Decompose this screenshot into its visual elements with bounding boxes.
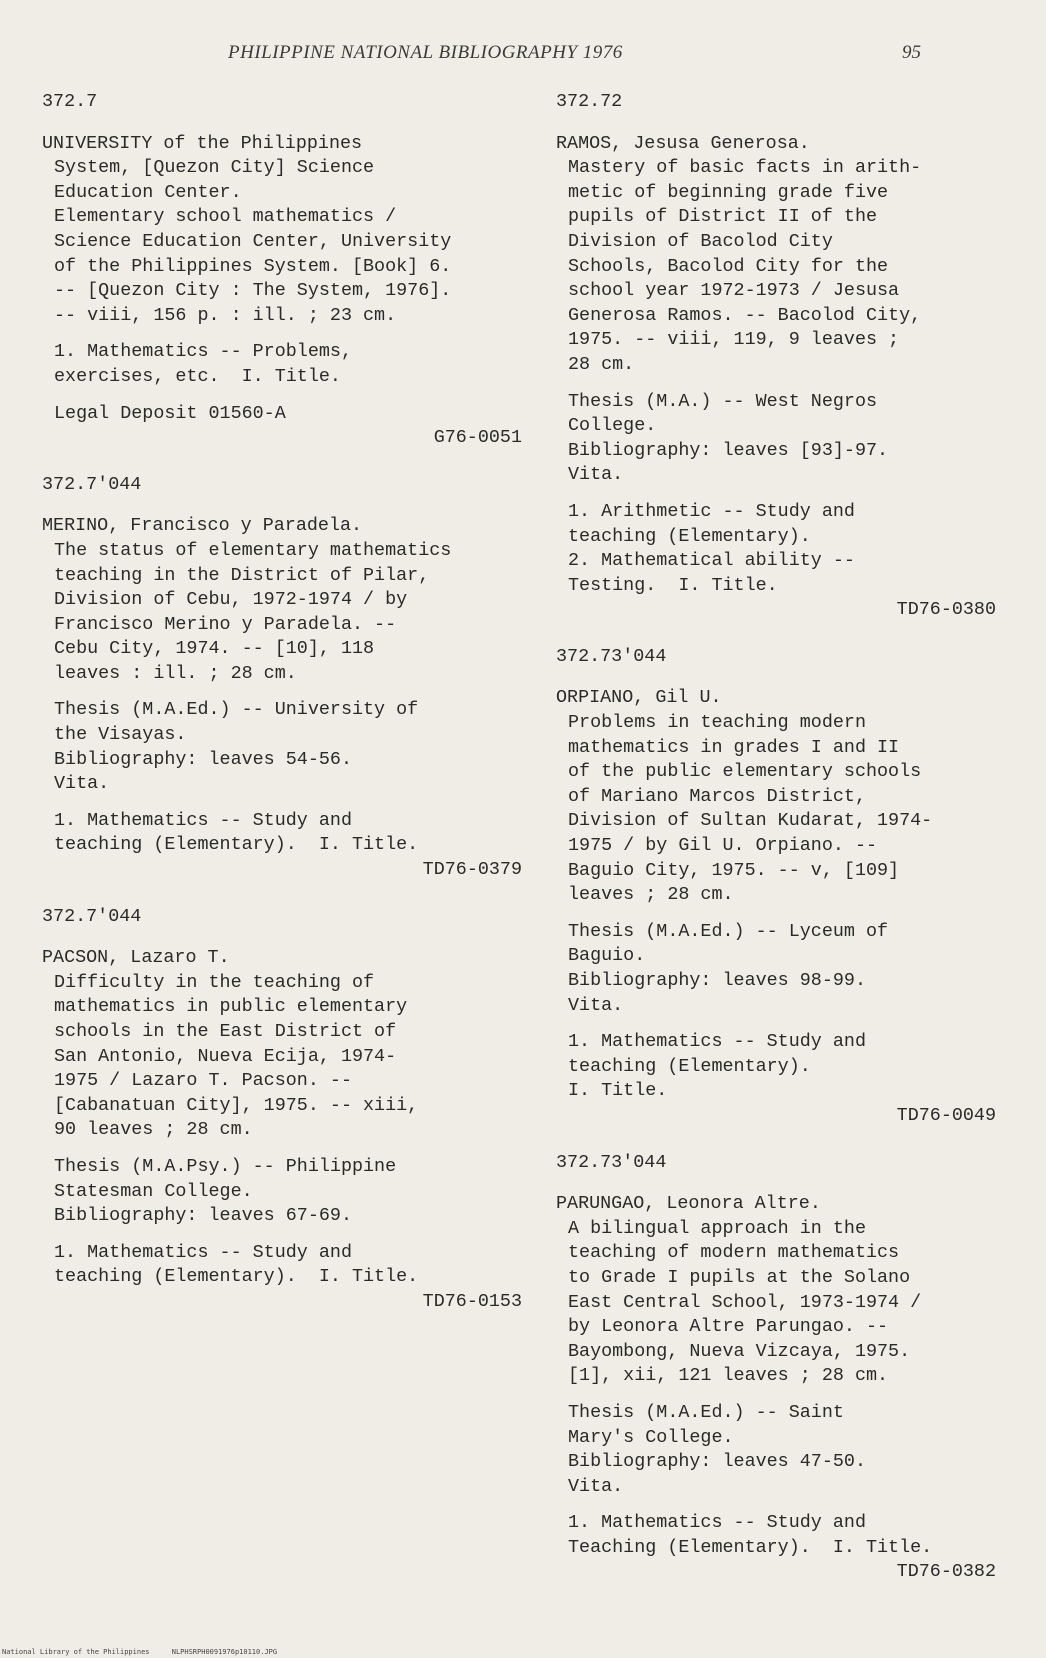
description-line: pupils of District II of the [568, 206, 878, 228]
note-line: Testing. I. Title. [568, 574, 778, 596]
entry-heading: ORPIANO, Gil U. [556, 687, 722, 709]
note-line: College. [568, 415, 657, 437]
description-line: San Antonio, Nueva Ecija, 1974- [54, 1045, 397, 1067]
bib-entry [556, 645, 996, 1129]
bib-entry [42, 905, 522, 1315]
running-title: PHILIPPINE NATIONAL BIBLIOGRAPHY 1976 [228, 42, 623, 63]
bib-entry [556, 1151, 996, 1586]
class-number: 372.73'044 [556, 645, 667, 667]
class-number: 372.73'044 [556, 1151, 667, 1173]
description-line: mathematics in public elementary [54, 996, 408, 1018]
description-line: [1], xii, 121 leaves ; 28 cm. [568, 1365, 889, 1387]
description-line: Elementary school mathematics / [54, 206, 397, 228]
description-line: to Grade I pupils at the Solano [568, 1266, 911, 1288]
spacer [568, 378, 996, 390]
note-line: Thesis (M.A.Ed.) -- University of [54, 699, 419, 721]
note-line: Bibliography: leaves 98-99. [568, 970, 866, 991]
note-line: Vita. [568, 994, 624, 1016]
note-line: Bibliography: leaves 47-50. [568, 1451, 866, 1473]
description-line: leaves : ill. ; 28 cm. [54, 662, 297, 684]
spacer [568, 1499, 996, 1511]
accession-number: TD76-0153 [422, 1290, 522, 1312]
bib-entry [42, 90, 522, 451]
description-line: Problems in teaching modern [568, 712, 866, 734]
spacer [568, 1018, 996, 1030]
description-line: teaching in the District of Pilar, [54, 564, 430, 586]
note-line: Bibliography: leaves [93]-97. [568, 439, 889, 461]
scan-footer [0, 1646, 1046, 1658]
description-line: The status of elementary mathematics [54, 539, 452, 561]
entry-separator [42, 883, 522, 905]
entry-separator [42, 451, 522, 473]
description-line: leaves ; 28 cm. [568, 884, 734, 906]
page-header [0, 42, 1046, 72]
entry-body [556, 686, 996, 1104]
note-line: 2. Mathematical ability -- [568, 550, 855, 572]
description-line: Division of Cebu, 1972-1974 / by [54, 589, 408, 611]
description-line: by Leonora Altre Parungao. -- [568, 1316, 889, 1338]
note-line: 1. Mathematics -- Study and [54, 1241, 352, 1263]
description-line: of the Philippines System. [Book] 6. [54, 255, 452, 277]
note-line: 1. Mathematics -- Study and [568, 1031, 866, 1053]
description-line: Science Education Center, University [54, 230, 452, 252]
description-line: schools in the East District of [54, 1021, 397, 1042]
note-line: Thesis (M.A.Ed.) -- Saint [568, 1401, 844, 1423]
note-line: 1. Arithmetic -- Study and [568, 500, 855, 522]
note-line: teaching (Elementary). I. Title. [54, 834, 419, 856]
description-line: 1975 / Lazaro T. Pacson. -- [54, 1070, 352, 1092]
note-line: the Visayas. [54, 724, 187, 746]
description-line: Bayombong, Nueva Vizcaya, 1975. [568, 1340, 911, 1362]
note-line: Mary's College. [568, 1426, 734, 1448]
accession-number: TD76-0382 [896, 1561, 996, 1583]
entry-body [556, 132, 996, 599]
accession-number: TD76-0049 [896, 1104, 996, 1126]
spacer [54, 1229, 522, 1241]
note-line: 1. Mathematics -- Study and [54, 809, 352, 831]
note-line: 1. Mathematics -- Study and [568, 1512, 866, 1534]
entry-heading: PACSON, Lazaro T. [42, 947, 230, 969]
note-line: Thesis (M.A.) -- West Negros [568, 390, 878, 412]
spacer [54, 328, 522, 340]
note-line: exercises, etc. I. Title. [54, 365, 341, 387]
spacer [54, 1143, 522, 1155]
entry-heading: RAMOS, Jesusa Generosa. [556, 132, 810, 154]
note-line: teaching (Elementary). [568, 525, 811, 547]
description-line: Division of Sultan Kudarat, 1974- [568, 810, 933, 832]
spacer [54, 390, 522, 402]
footer-source: National Library of the Philippines [2, 1648, 150, 1656]
note-line: teaching (Elementary). [568, 1055, 811, 1077]
description-line: -- [Quezon City : The System, 1976]. [54, 280, 452, 302]
note-line: Bibliography: leaves 54-56. [54, 748, 352, 770]
entry-separator [556, 623, 996, 645]
description-line: East Central School, 1973-1974 / [568, 1291, 922, 1313]
entry-body [42, 946, 522, 1290]
description-line: 1975 / by Gil U. Orpiano. -- [568, 835, 878, 857]
accession-number: TD76-0380 [896, 599, 996, 621]
description-line: school year 1972-1973 / Jesusa [568, 280, 900, 302]
left-column [42, 90, 522, 1315]
description-line: Baguio City, 1975. -- v, [109] [568, 859, 900, 881]
note-line: Bibliography: leaves 67-69. [54, 1205, 352, 1227]
note-line: Vita. [568, 1475, 624, 1497]
spacer [568, 488, 996, 500]
description-line: mathematics in grades I and II [568, 736, 900, 758]
entry-heading: MERINO, Francisco y Paradela. [42, 515, 363, 537]
note-line: Thesis (M.A.Psy.) -- Philippine [54, 1155, 397, 1177]
spacer [54, 797, 522, 809]
spacer [568, 908, 996, 920]
description-line: metic of beginning grade five [568, 181, 889, 203]
description-line: Education Center. [54, 181, 242, 203]
description-line: Difficulty in the teaching of [54, 971, 375, 993]
description-line: [Cabanatuan City], 1975. -- xiii, [54, 1094, 419, 1116]
note-line: Teaching (Elementary). I. Title. [568, 1536, 933, 1558]
description-line: of Mariano Marcos District, [568, 785, 866, 807]
note-line: Baguio. [568, 945, 646, 967]
class-number: 372.7 [42, 91, 98, 112]
description-line: Cebu City, 1974. -- [10], 118 [54, 638, 375, 660]
description-line: 90 leaves ; 28 cm. [54, 1119, 253, 1141]
accession-number: TD76-0379 [422, 859, 522, 881]
entry-heading: UNIVERSITY of the Philippines [42, 132, 363, 154]
bib-entry [42, 473, 522, 883]
note-line: teaching (Elementary). I. Title. [54, 1266, 419, 1288]
entry-body [42, 514, 522, 858]
note-line: Legal Deposit 01560-A [54, 402, 286, 424]
class-number: 372.7'044 [42, 473, 142, 495]
note-line: Statesman College. [54, 1180, 253, 1202]
spacer [54, 686, 522, 698]
spacer [568, 1389, 996, 1401]
description-line: System, [Quezon City] Science [54, 157, 375, 179]
note-line: Thesis (M.A.Ed.) -- Lyceum of [568, 920, 889, 942]
page-number: 95 [902, 42, 921, 63]
description-line: 28 cm. [568, 353, 635, 375]
description-line: Division of Bacolod City [568, 230, 833, 252]
note-line: Vita. [568, 464, 624, 486]
entry-body [42, 132, 522, 427]
entry-body [556, 1192, 996, 1560]
description-line: Mastery of basic facts in arith- [568, 157, 922, 179]
description-line: Francisco Merino y Paradela. -- [54, 613, 397, 635]
note-line: I. Title. [568, 1080, 668, 1102]
entry-heading: PARUNGAO, Leonora Altre. [556, 1193, 821, 1215]
class-number: 372.72 [556, 91, 623, 112]
accession-number: G76-0051 [433, 427, 522, 449]
footer-filename: NLPHSRPH0091976p10110.JPG [171, 1648, 278, 1656]
description-line: 1975. -- viii, 119, 9 leaves ; [568, 329, 900, 351]
description-line: A bilingual approach in the [568, 1217, 866, 1239]
description-line: of the public elementary schools [568, 761, 922, 783]
class-number: 372.7'044 [42, 905, 142, 927]
entry-separator [556, 1129, 996, 1151]
description-line: -- viii, 156 p. : ill. ; 23 cm. [54, 304, 397, 326]
description-line: Generosa Ramos. -- Bacolod City, [568, 304, 922, 326]
right-column [556, 90, 996, 1585]
bib-entry [556, 90, 996, 623]
note-line: 1. Mathematics -- Problems, [54, 341, 352, 363]
note-line: Vita. [54, 773, 110, 795]
description-line: teaching of modern mathematics [568, 1242, 900, 1264]
description-line: Schools, Bacolod City for the [568, 255, 889, 277]
